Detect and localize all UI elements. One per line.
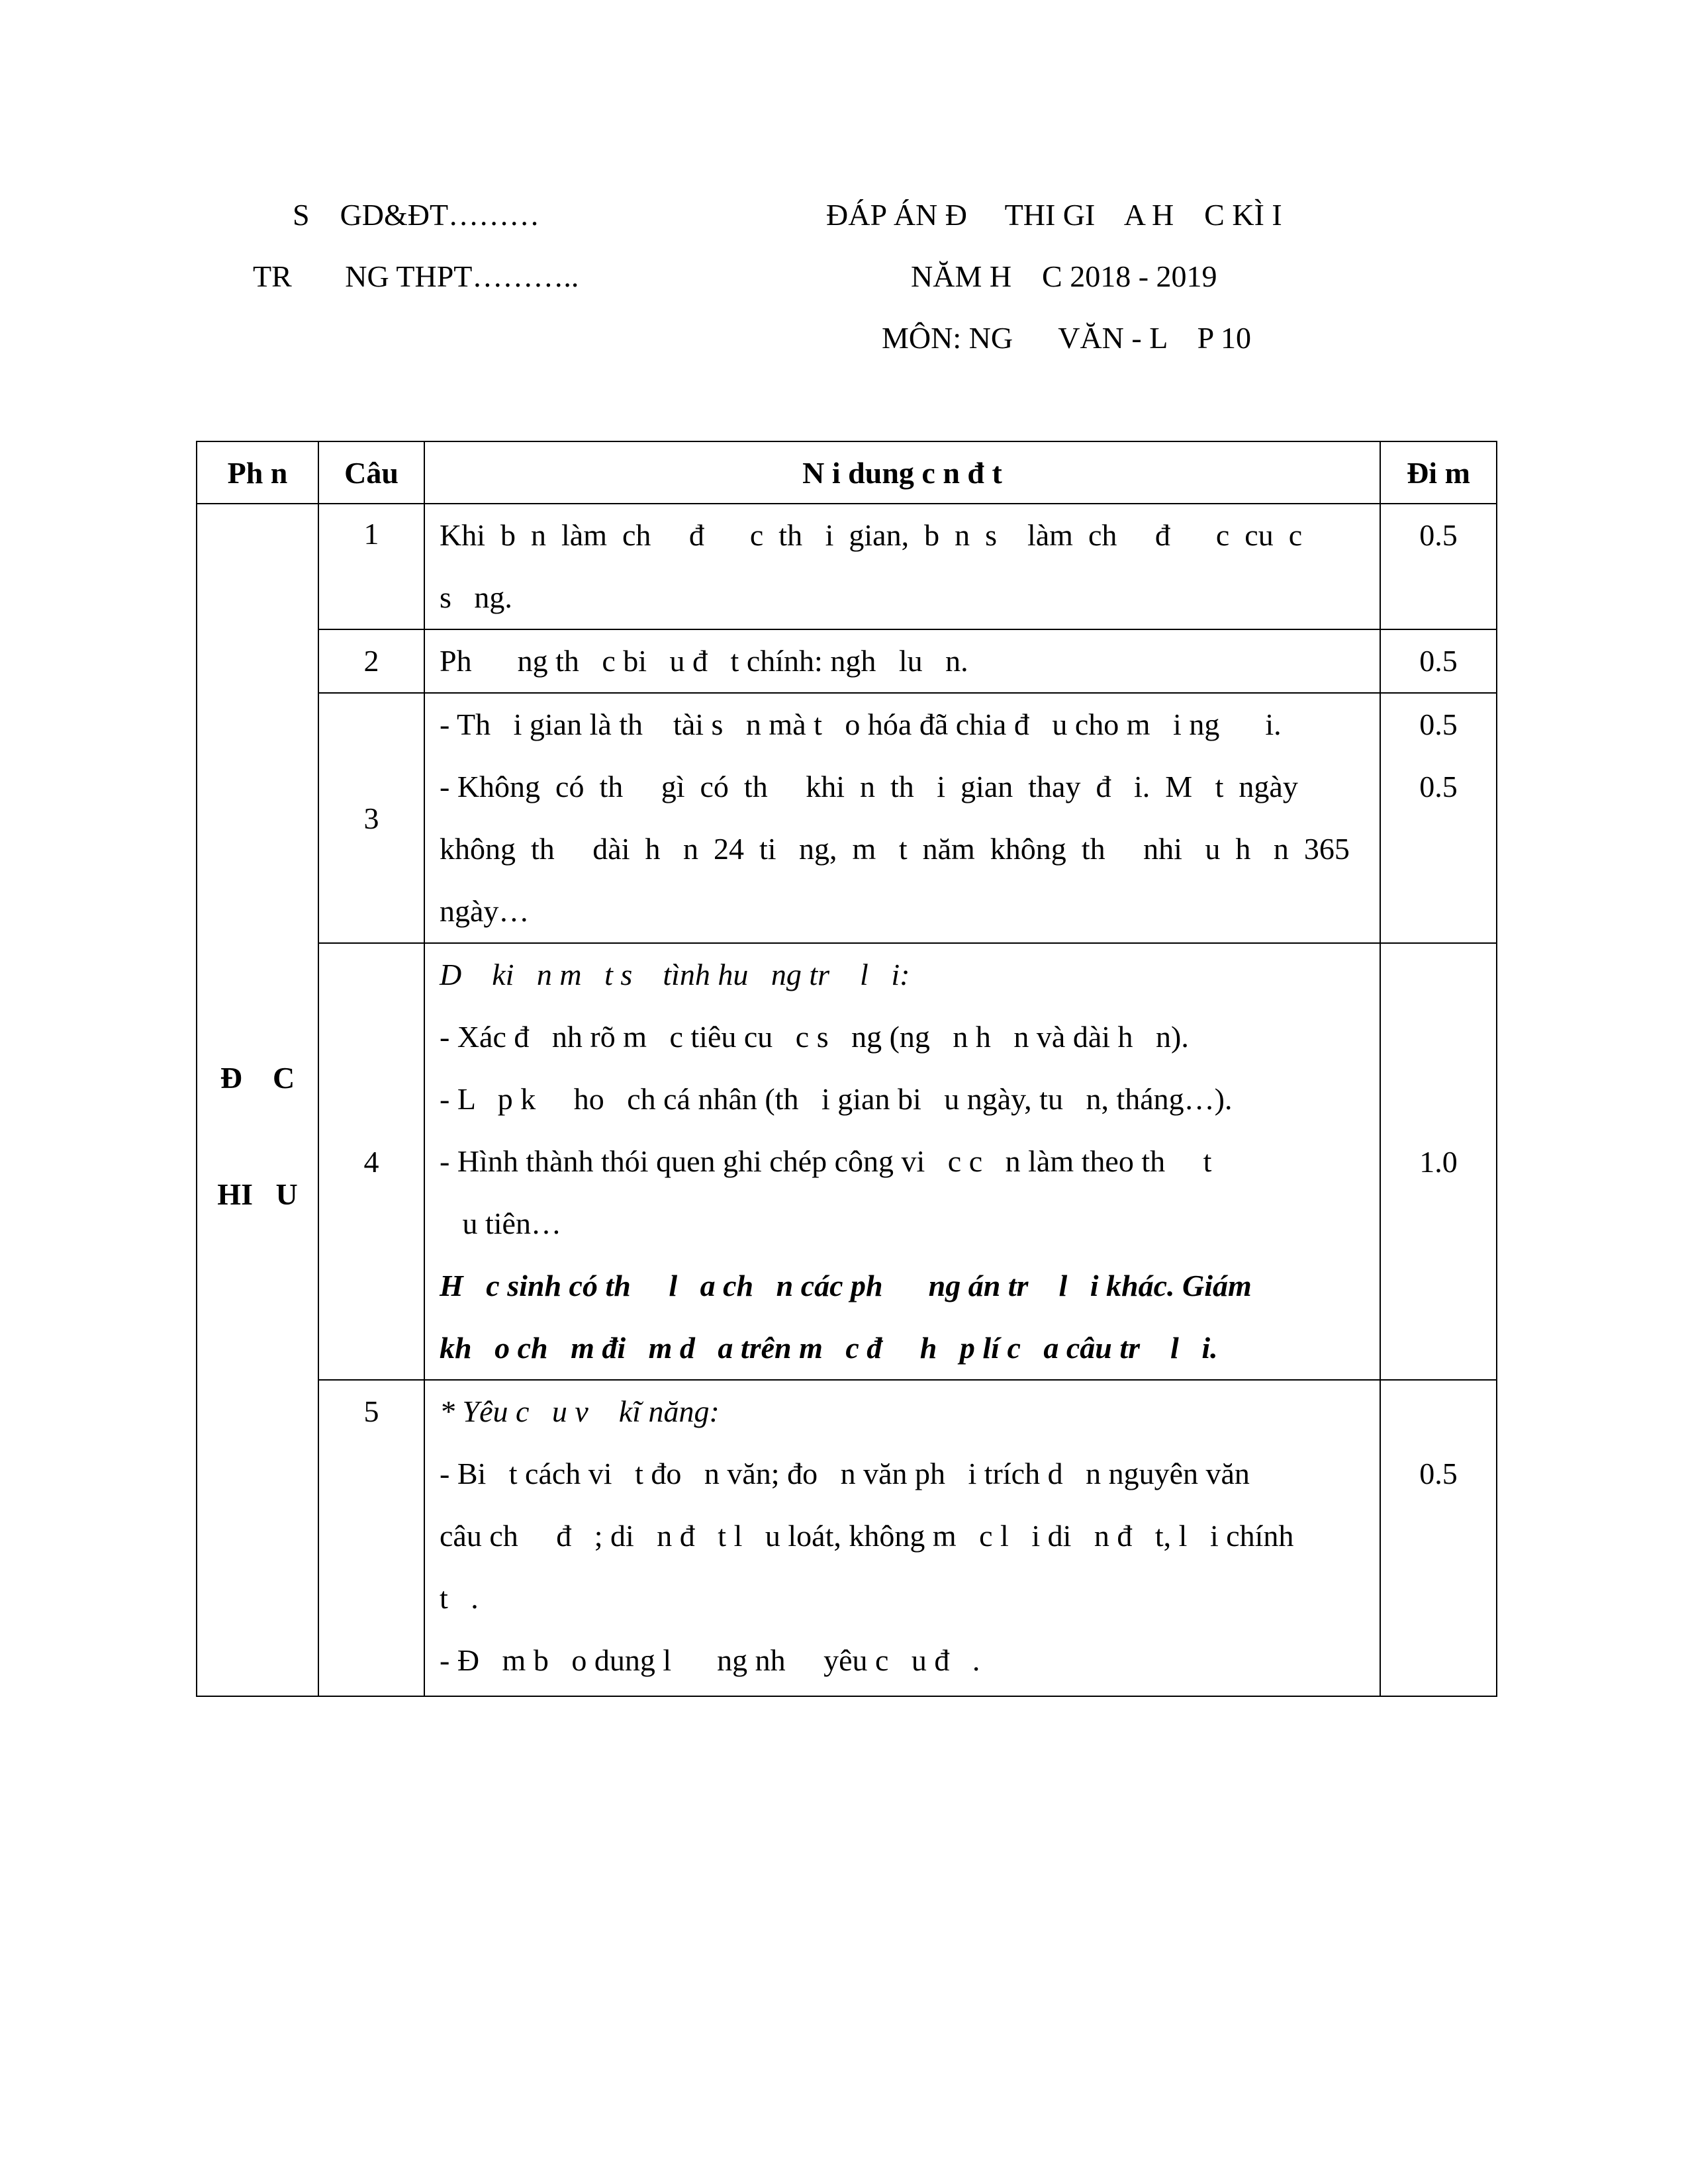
score-cell — [1380, 693, 1497, 943]
table-row — [197, 693, 1497, 943]
content-line: Khi b n làm ch đ c th i gian, b n s làm ch đ c cu c — [440, 518, 1303, 552]
content-line: câu ch đ ; di n đ t l u loát, không m c l i di n đ t, l i chính — [440, 1519, 1294, 1553]
department-name: S GD&ĐT……… — [293, 198, 540, 232]
score-value: 1.0 — [1419, 1144, 1458, 1179]
score-value: 0.5 — [1419, 707, 1458, 741]
score-value: 0.5 — [1419, 644, 1458, 678]
answer-content — [424, 504, 1380, 629]
table-header-row — [197, 441, 1497, 504]
content-line: t . — [440, 1581, 479, 1615]
content-line: - Hình thành thói quen ghi chép công vi c c n làm theo th t — [440, 1144, 1212, 1178]
content-line: D ki n m t s tình hu ng tr l i: — [440, 958, 910, 991]
answer-content — [424, 943, 1380, 1380]
content-line: s ng. — [440, 580, 512, 614]
content-line: u tiên… — [440, 1206, 561, 1240]
content-line: - Xác đ nh rõ m c tiêu cu c s ng (ng n h n và dài h n). — [440, 1020, 1189, 1054]
score-cell — [1380, 629, 1497, 693]
question-number: 4 — [318, 943, 424, 1380]
table-row — [197, 504, 1497, 629]
table-row — [197, 943, 1497, 1380]
score-cell — [1380, 504, 1497, 629]
question-number: 2 — [318, 629, 424, 693]
subject-line: MÔN: NG VĂN - L P 10 — [882, 321, 1251, 355]
answer-content — [424, 693, 1380, 943]
content-line: - Đ m b o dung l ng nh yêu c u đ . — [440, 1643, 980, 1677]
score-cell — [1380, 1380, 1497, 1696]
content-line: kh o ch m đi m d a trên m c đ h p lí c a câu tr l i. — [440, 1331, 1218, 1365]
content-line: Ph ng th c bi u đ t chính: ngh lu n. — [440, 644, 968, 678]
content-line: - Bi t cách vi t đo n văn; đo n văn ph i trích d n nguyên văn — [440, 1457, 1250, 1490]
header-question: Câu — [318, 441, 424, 504]
score-value: 0.5 — [1419, 518, 1458, 552]
header-score: Đi m — [1380, 441, 1497, 504]
document-title: ĐÁP ÁN Đ THI GI A H C KÌ I — [826, 198, 1282, 232]
content-line: - Th i gian là th tài s n mà t o hóa đã chia đ u cho m i ng i. — [440, 707, 1282, 741]
answer-table — [196, 441, 1497, 1697]
school-name: TR NG THPT……….. — [253, 259, 579, 293]
question-number: 3 — [318, 693, 424, 943]
answer-content — [424, 629, 1380, 693]
content-line: ngày… — [440, 894, 530, 928]
content-line: không th dài h n 24 ti ng, m t năm không th nhi u h n 365 — [440, 832, 1350, 866]
question-number: 1 — [318, 504, 424, 629]
table-row — [197, 629, 1497, 693]
score-value: 0.5 — [1419, 1457, 1458, 1490]
content-line: * Yêu c u v kĩ năng: — [440, 1394, 720, 1428]
part-label-line1: Đ C — [220, 1061, 295, 1095]
question-number: 5 — [318, 1380, 424, 1696]
answer-content — [424, 1380, 1380, 1696]
header-part: Ph n — [197, 441, 318, 504]
table-row — [197, 1380, 1497, 1696]
content-line: H c sinh có th l a ch n các ph ng án tr l i khác. Giám — [440, 1269, 1252, 1302]
content-line: - L p k ho ch cá nhân (th i gian bi u ngày, tu n, tháng…). — [440, 1082, 1233, 1116]
school-year: NĂM H C 2018 - 2019 — [911, 259, 1217, 293]
part-label-line2: HI U — [217, 1177, 298, 1211]
part-label — [197, 504, 318, 1696]
content-line: - Không có th gì có th khi n th i gian thay đ i. M t ngày — [440, 770, 1298, 803]
header-content: N i dung c n đ t — [424, 441, 1380, 504]
score-value: 0.5 — [1419, 770, 1458, 803]
score-cell — [1380, 943, 1497, 1380]
